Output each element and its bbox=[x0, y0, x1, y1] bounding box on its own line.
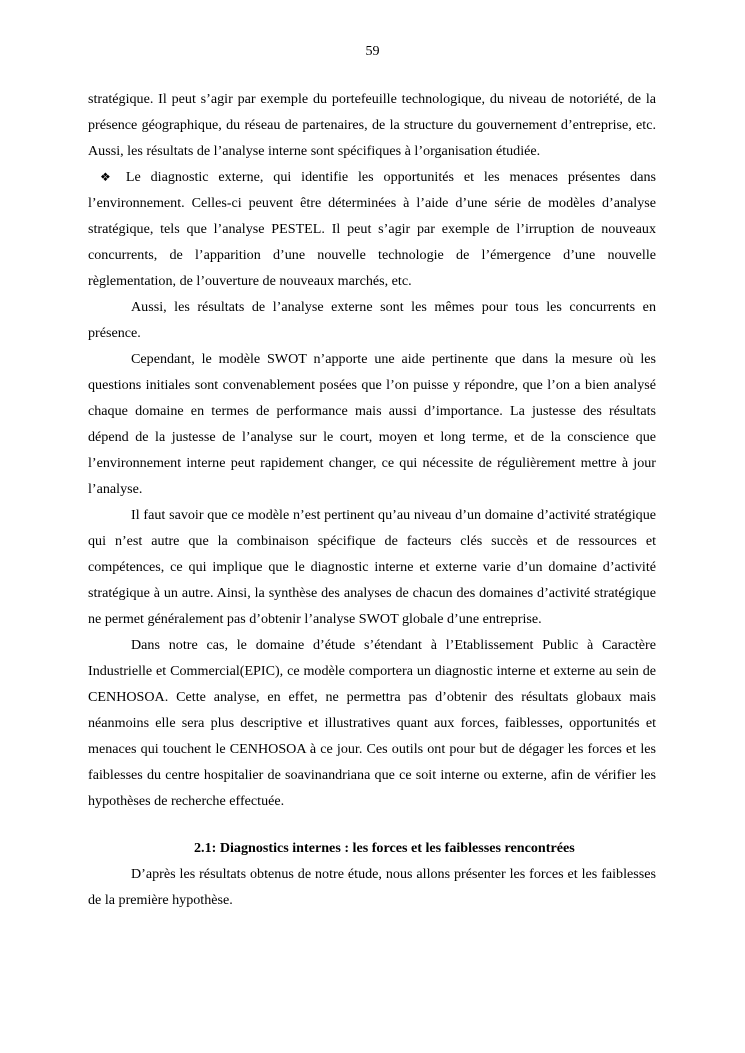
diamond-bullet-icon: ❖ bbox=[100, 170, 111, 184]
external-diagnostic-text: Le diagnostic externe, qui identifie les opportunités et les menaces présentes dans l’environnement. Celles-ci peuvent être déterminées à l’aide d’une série de modèles d’analyse stratégique, tels que l’analyse PESTEL. Il peut s’agir par exemple de l’irruption de nouveaux concurrents, de l’apparition d’une nouvelle technologie de l’émergence d’une nouvelle règlementation, de l’ouverture de nouveaux marchés, etc. bbox=[88, 169, 656, 289]
paragraph-our-case: Dans notre cas, le domaine d’étude s’étendant à l’Etablissement Public à Caractère Industrielle et Commercial(EPIC), ce modèle comportera un diagnostic interne et externe au sein de CENHOSOA. Cette analyse, en effet, ne permettra pas d’obtenir des résultats globaux mais néanmoins elle sera plus descriptive et illustratives quant aux forces, faiblesses, opportunités et menaces qui touchent le CENHOSOA à ce jour. Ces outils ont pour but de dégager les forces et les faiblesses du centre hospitalier de soavinandriana que ce soit interne ou externe, afin de vérifier les hypothèses de recherche effectuée. bbox=[88, 637, 656, 809]
paragraph-domain-activity: Il faut savoir que ce modèle n’est pertinent qu’au niveau d’un domaine d’activité stratégique qui n’est autre que la combinaison spécifique de facteurs clés succès et de ressources et compétences, ce qui implique que le diagnostic interne et externe varie d’un domaine d’activité stratégique à un autre. Ainsi, la synthèse des analyses de chacun des domaines d’activité stratégique ne permet généralement pas d’obtenir l’analyse SWOT globale d’une entreprise. bbox=[88, 507, 656, 627]
paragraph-results-intro: D’après les résultats obtenus de notre étude, nous allons présenter les forces et les faiblesses de la première hypothèse. bbox=[88, 866, 656, 908]
paragraph-external-diagnostic bbox=[88, 164, 656, 294]
page-number: 59 bbox=[365, 43, 380, 59]
paragraph-swot-relevance: Cependant, le modèle SWOT n’apporte une aide pertinente que dans la mesure où les questions initiales sont convenablement posées que l’on puisse y répondre, que l’on a bien analysé chaque domaine en termes de performance mais aussi d’importance. La justesse des résultats dépend de la justesse de l’analyse sur le court, moyen et long terme, et de la conscience que l’environnement interne peut rapidement changer, ce qui nécessite de régulièrement mettre à jour l’analyse. bbox=[88, 351, 656, 497]
section-heading: 2.1: Diagnostics internes : les forces et les faiblesses rencontrées bbox=[194, 840, 575, 856]
body-text bbox=[88, 86, 656, 913]
paragraph-external-results: Aussi, les résultats de l’analyse externe sont les mêmes pour tous les concurrents en présence. bbox=[88, 299, 656, 341]
paragraph-internal-analysis-end: stratégique. Il peut s’agir par exemple du portefeuille technologique, du niveau de notoriété, de la présence géographique, du réseau de partenaires, de la structure du gouvernement d’entreprise, etc. Aussi, les résultats de l’analyse interne sont spécifiques à l’organisation étudiée. bbox=[88, 91, 656, 159]
